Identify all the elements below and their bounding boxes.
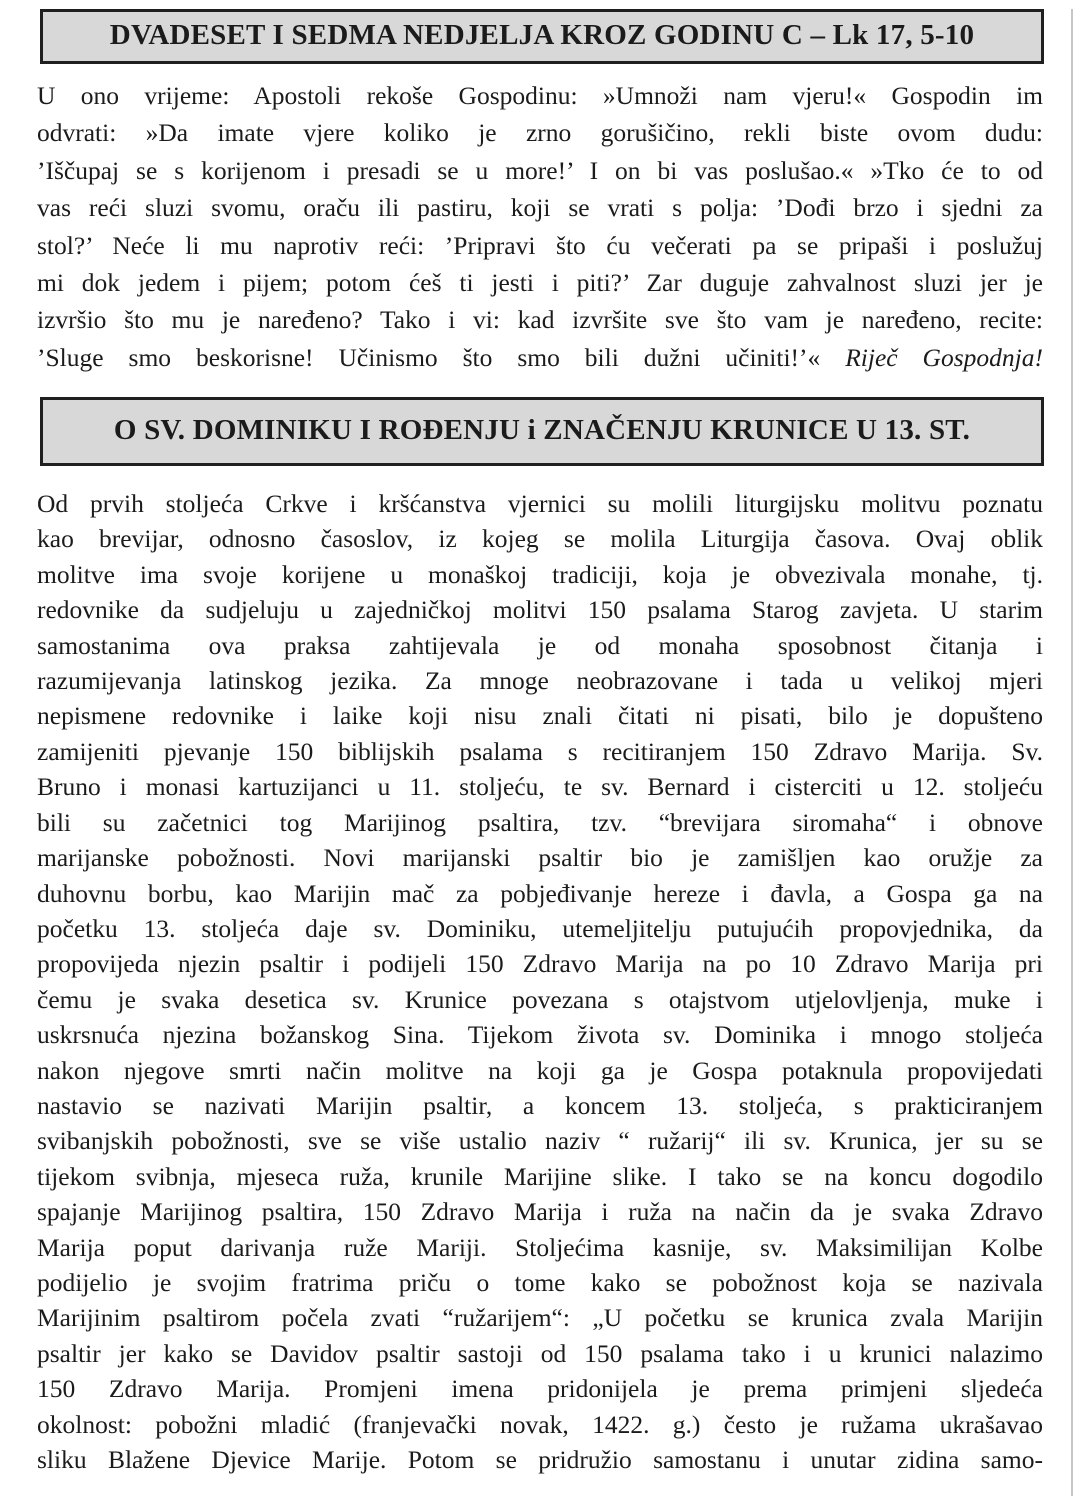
text-line: duhovnu borbu, kao Marijin mač za pobjeđivanje hereze i đavla, a Gospa ga na	[37, 878, 1043, 908]
text-line: Marijinim psaltirom počela zvati “ružarijem“: „U početku se krunica zvala Marijin	[37, 1303, 1043, 1333]
text-line: stol?’ Neće li mu naprotiv reći: ’Pripravi što ću večerati pa se pripaši i poslužuj	[37, 230, 1043, 260]
text-line: redovnike da sudjeluju u zajedničkoj molitvi 150 psalama Starog zavjeta. U starim	[37, 595, 1043, 625]
text-line: marijanske pobožnosti. Novi marijanski psaltir bio je zamišljen kao oružje za	[37, 843, 1043, 873]
text-line: početku 13. stoljeća daje sv. Dominiku, utemeljitelju putujućih propovjednika, da	[37, 913, 1043, 943]
text-line: Marija poput darivanja ruže Mariji. Stoljećima kasnije, sv. Maksimilijan Kolbe	[37, 1232, 1043, 1262]
text-line: Bruno i monasi kartuzijanci u 11. stoljeću, te sv. Bernard i cisterciti u 12. stoljeću	[37, 772, 1043, 802]
text-line: nepismene redovnike i laike koji nisu znali čitati ni pisati, bilo je dopušteno	[37, 701, 1043, 731]
text-line: svibanjskih pobožnosti, sve se više ustalio naziv “ ružarij“ ili sv. Krunica, jer su se	[37, 1126, 1043, 1156]
text-line: sliku Blažene Djevice Marije. Potom se pridružio samostanu i unutar zidina samo-	[37, 1445, 1043, 1474]
article-paragraph-lines	[37, 486, 1043, 1477]
sunday-title-banner: DVADESET I SEDMA NEDJELJA KROZ GODINU C – Lk 17, 5-10	[40, 9, 1044, 64]
word-of-the-lord-italic: Riječ Gospodnja!	[845, 342, 1043, 372]
text-line: razumijevanja latinskog jezika. Za mnoge neobrazovane i tada u velikoj mjeri	[37, 666, 1043, 696]
text-line: propovijeda njezin psaltir i podijeli 150 Zdravo Marija na po 10 Zdravo Marija pri	[37, 949, 1043, 979]
text-line: kao brevijar, odnosno časoslov, iz kojeg se molila Liturgija časova. Ovaj oblik	[37, 524, 1043, 554]
gospel-paragraph-lines	[37, 77, 1043, 339]
text-line: podijelio je svojim fratrima priču o tome kako se pobožnost koja se nazivala	[37, 1267, 1043, 1297]
article-paragraph	[37, 486, 1043, 1477]
text-line: vas reći sluzi svomu, oraču ili pastiru, koji se vrati s polja: ’Dođi brzo i sjedni za	[37, 193, 1043, 223]
text-line: Od prvih stoljeća Crkve i kršćanstva vjernici su molili liturgijsku molitvu poznatu	[37, 489, 1043, 519]
text-line: U ono vrijeme: Apostoli rekoše Gospodinu: »Umnoži nam vjeru!« Gospodin im	[37, 80, 1043, 110]
text-line: spajanje Marijinog psaltira, 150 Zdravo Marija i ruža na način da je svaka Zdravo	[37, 1197, 1043, 1227]
gospel-paragraph-final-line	[37, 339, 1043, 376]
text-line: čemu je svaka desetica sv. Krunice povezana s otajstvom utjelovljenja, muke i	[37, 984, 1043, 1014]
text-line: tijekom svibnja, mjeseca ruža, krunile Marijine slike. I tako se na koncu dogodilo	[37, 1161, 1043, 1191]
article-title-banner: O SV. DOMINIKU I ROĐENJU i ZNAČENJU KRUNICE U 13. ST.	[40, 397, 1044, 466]
page-edge-line	[1071, 9, 1073, 1496]
text-line: odvrati: »Da imate vjere koliko je zrno gorušičino, rekli biste ovom dudu:	[37, 118, 1043, 148]
text-line: mi dok jedem i pijem; potom ćeš ti jesti i piti?’ Zar duguje zahvalnost sluzi jer je	[37, 267, 1043, 297]
text-line: izvršio što mu je naređeno? Tako i vi: kad izvršite sve što vam je naređeno, recite:	[37, 305, 1043, 335]
text-line: 150 Zdravo Marija. Promjeni imena pridonijela je prema primjeni sljedeća	[37, 1374, 1043, 1404]
text-line: zamijeniti pjevanje 150 biblijskih psalama s recitiranjem 150 Zdravo Marija. Sv.	[37, 736, 1043, 766]
text-line: nakon njegove smrti način molitve na koji ga je Gospa potaknula propovijedati	[37, 1055, 1043, 1085]
text-line: samostanima ova praksa zahtijevala je od monaha sposobnost čitanja i	[37, 630, 1043, 660]
text-line: uskrsnuća njezina božanskog Sina. Tijekom života sv. Dominika i mnogo stoljeća	[37, 1020, 1043, 1050]
text-line: psaltir jer kako se Davidov psaltir sastoji od 150 psalama tako i u krunici nalazimo	[37, 1338, 1043, 1368]
gospel-final-line-text: ’Sluge smo beskorisne! Učinismo što smo bili dužni učiniti!’«	[37, 342, 846, 372]
text-line: okolnost: pobožni mladić (franjevački novak, 1422. g.) često je ružama ukrašavao	[37, 1409, 1043, 1439]
text-line: molitve ima svoje korijene u monaškoj tradiciji, koja je obvezivala monahe, tj.	[37, 559, 1043, 589]
gospel-paragraph	[37, 77, 1043, 376]
text-line: ’Iščupaj se s korijenom i presadi se u more!’ I on bi vas poslušao.« »Tko će to od	[37, 155, 1043, 185]
text-line: nastavio se nazivati Marijin psaltir, a koncem 13. stoljeća, s prakticiranjem	[37, 1090, 1043, 1120]
text-line: bili su začetnici tog Marijinog psaltira, tzv. “brevijara siromaha“ i obnove	[37, 807, 1043, 837]
